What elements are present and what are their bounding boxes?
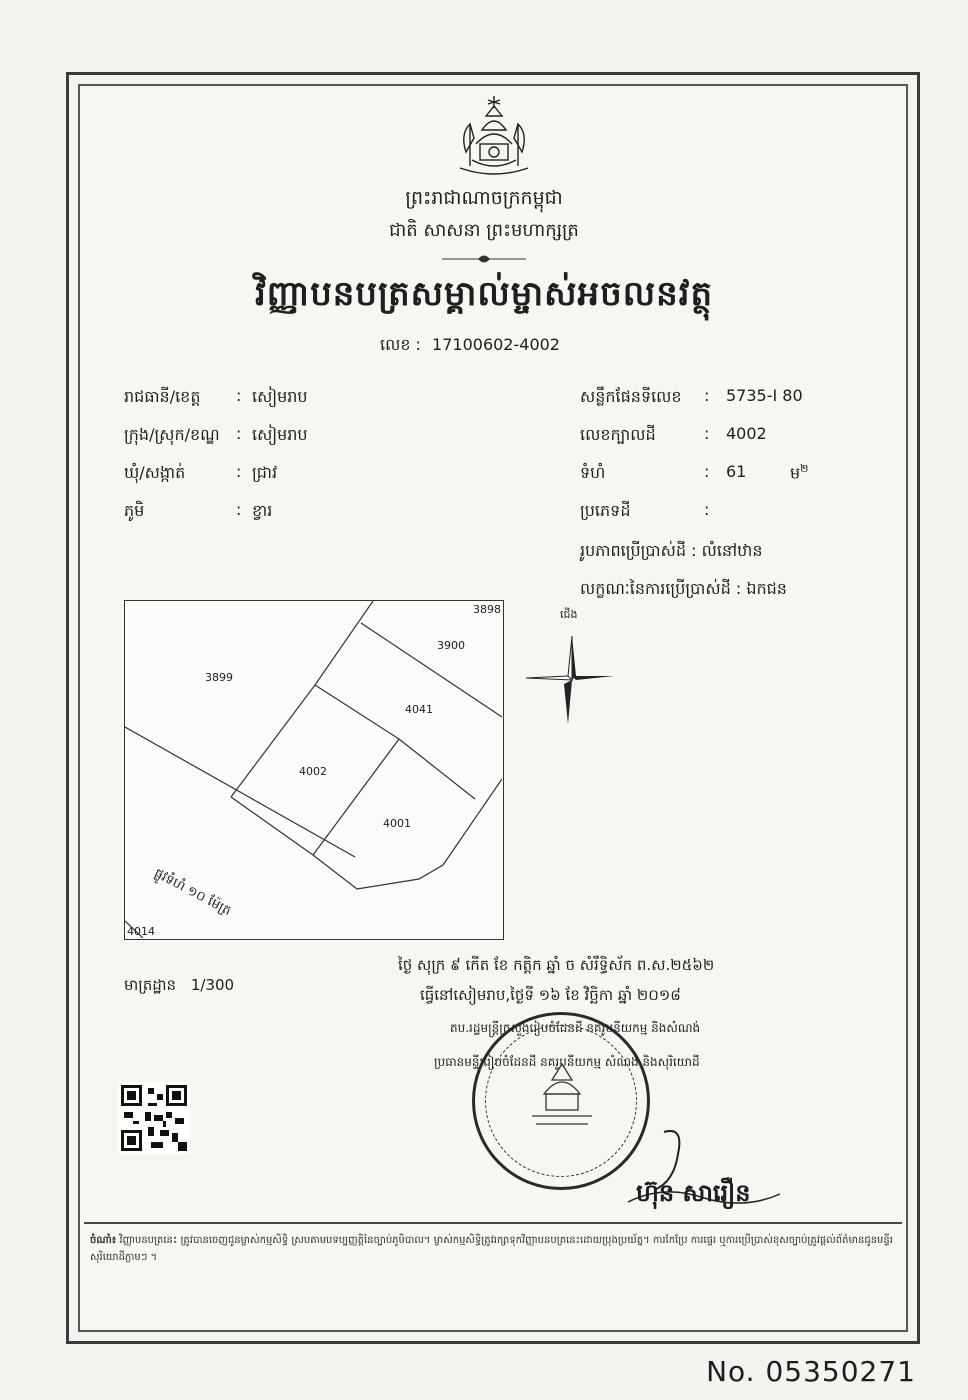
commune-value: ជ្រាវ <box>252 463 278 482</box>
certificate-number-row <box>380 334 560 358</box>
note-section <box>84 1222 902 1334</box>
north-label: ជើង <box>560 608 578 621</box>
land-use-value: លំនៅឋាន <box>701 541 763 560</box>
sheet-label: សន្លឹកផែនទីលេខ <box>580 387 682 406</box>
parcel-label: 3898 <box>473 603 501 616</box>
signatory-line-1: តប.រដ្ឋមន្ត្រីក្រសួងរៀបចំដែនដី នគរូបនីយកម្ម និងសំណង់ <box>450 1021 701 1035</box>
parcel-label: 4041 <box>405 703 433 716</box>
district-value: សៀមរាប <box>252 425 308 444</box>
parcel-label: 4001 <box>383 817 411 830</box>
sheet-value: 5735-I 80 <box>726 386 803 405</box>
land-nature-label: លក្ខណៈនៃការប្រើប្រាស់ដី <box>580 579 731 598</box>
parcel-number-label: លេខក្បាលដី <box>580 425 656 444</box>
note-text: វិញ្ញាបនបត្រនេះ ត្រូវបានចេញជូនម្ចាស់កម្មសិទ្ធិ ស្របតាមបទប្បញ្ញត្តិនៃច្បាប់ភូមិបាល។ ម្ចាស់កម្មសិទ្ធិត្រូវរក្សាទុកវិញ្ញាបនបត្រនេះដោយប្រុងប្រយ័ត្ន។ ការកែប្រែ ការផ្ទេរ ឬការប្រើប្រាស់ខុសច្បាប់ត្រូវផ្តល់ព័ត៌មានជូនមន្ទីរសុរិយោដីភ្លាមៗ ។ <box>90 1235 893 1263</box>
note-paragraph <box>84 1224 902 1266</box>
village-label: ភូមិ <box>124 501 145 520</box>
serial-number: No. 05350271 <box>706 1355 916 1388</box>
certificate-number-value: 17100602-4002 <box>432 335 560 354</box>
solar-date: ធ្វើនៅសៀមរាប,ថ្ងៃទី ១៦ ខែ វិច្ឆិកា ឆ្នាំ ២០១៨ <box>420 986 681 1004</box>
land-use-label: រូបភាពប្រើប្រាស់ដី <box>580 541 687 560</box>
province-value: សៀមរាប <box>252 387 308 406</box>
north-arrow-icon <box>524 634 616 726</box>
kingdom-text: ព្រះរាជាណាចក្រកម្ពុជា <box>405 187 563 209</box>
seal-emblem-icon <box>522 1060 602 1134</box>
signatory-line-2: ប្រធានមន្ទីររៀបចំដែនដី នគរូបនីយកម្ម សំណង់ និងសុរិយោដី <box>434 1055 700 1069</box>
motto-text: ជាតិ សាសនា ព្រះមហាក្សត្រ <box>389 220 579 241</box>
district-label: ក្រុង/ស្រុក/ខណ្ឌ <box>124 425 220 444</box>
land-type-label: ប្រភេទដី <box>580 501 631 520</box>
note-label: ចំណាំ៖ <box>90 1235 117 1246</box>
lunar-date: ថ្ងៃ សុក្រ ៩ កើត ខែ កត្តិក ឆ្នាំ ច សំរឹទ្ធិស័ក ព.ស.២៥៦២ <box>398 956 715 974</box>
province-label: រាជធានី/ខេត្ត <box>124 387 201 406</box>
parcel-label: 3899 <box>205 671 233 684</box>
scale-row <box>124 976 234 998</box>
land-nature-row: លក្ខណៈនៃការប្រើប្រាស់ដី : ឯកជន <box>580 579 787 598</box>
village-value: ខ្វារ <box>252 501 273 520</box>
area-label: ទំហំ <box>580 463 606 482</box>
royal-emblem-icon <box>452 94 536 182</box>
land-use-row: រូបភាពប្រើប្រាស់ដី : លំនៅឋាន <box>580 541 763 560</box>
scale-value: 1/300 <box>190 976 235 994</box>
signatory-name: ហ៊ុន សារឿន <box>636 1179 751 1207</box>
land-nature-value: ឯកជន <box>746 579 787 598</box>
area-value: 61 <box>726 462 747 481</box>
parcel-label: 4014 <box>127 925 155 938</box>
parcel-number-value: 4002 <box>726 424 767 443</box>
area-unit: ម$^២$ <box>790 462 809 483</box>
certificate-number-label: លេខ : <box>380 335 421 354</box>
qr-code <box>118 1082 190 1154</box>
road-label: ផ្លូវទំហំ ១០ ម៉ែត្រ <box>151 865 234 919</box>
ornament-divider <box>440 252 528 266</box>
page-title: វិញ្ញាបនបត្រសម្គាល់ម្ចាស់អចលនវត្ថុ <box>254 274 714 314</box>
scale-label: មាត្រដ្ឋាន <box>124 976 177 994</box>
commune-label: ឃុំ/សង្កាត់ <box>124 463 186 482</box>
cadastral-map <box>124 600 504 940</box>
parcel-label: 4002 <box>299 765 327 778</box>
parcel-label: 3900 <box>437 639 465 652</box>
